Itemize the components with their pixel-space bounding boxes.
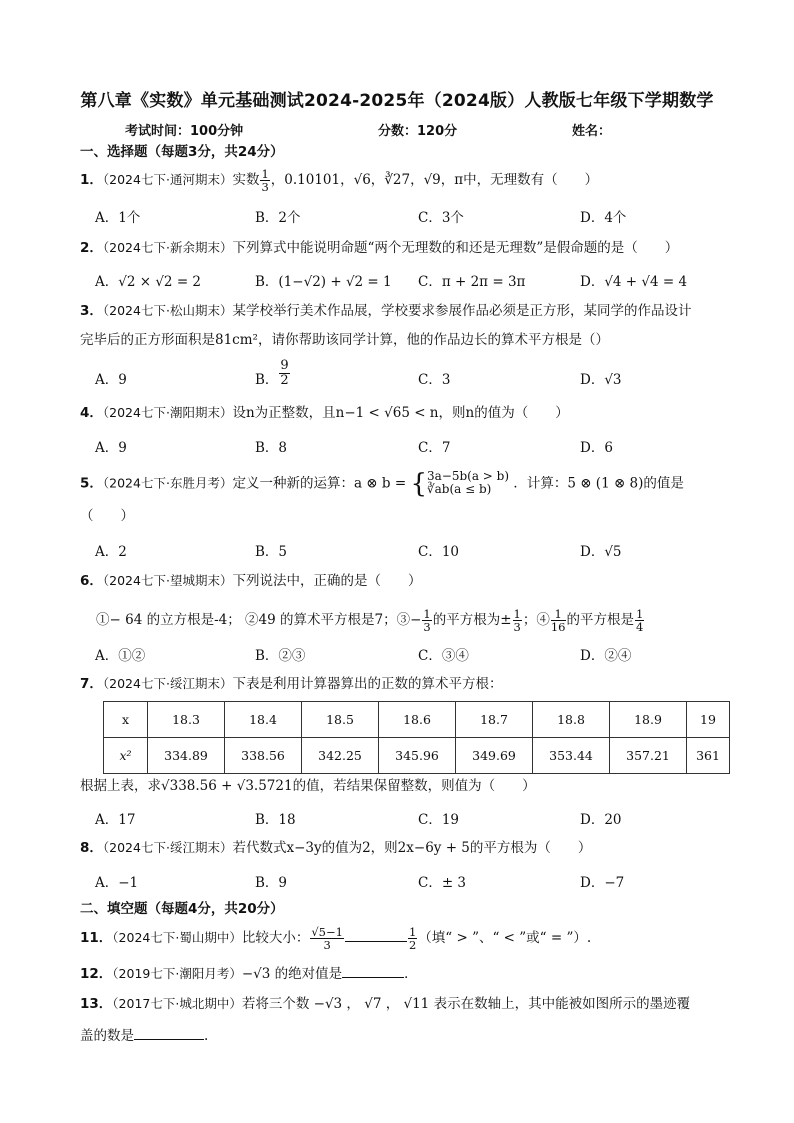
option-d[interactable]: D．②④ [580,648,632,664]
question-5: 5．（2024七下·东胜月考）定义一种新的运算：a ⊗ b = { 3a−5b(a > b) ∛ab(a ≤ b) ．计算：5 ⊗ (1 ⊗ 8)的值是 [80,469,684,499]
fraction: $\frac{9}{2}$ [280,358,289,388]
fraction: $\frac{1}{16}$ [550,607,566,634]
option-b[interactable]: B．9 [255,875,288,891]
question-6-statements: ①− 64 的立方根是-4； ②49 的算术平方根是7；③− $\frac{1}{3}$ 的平方根为± $\frac{1}{3}$ ；④ $\frac{1}{16}$ 的平方根是 $\frac{1}{4}$ [96,607,644,634]
question-8: 8．（2024七下·绥江期末）若代数式x−3y的值为2，则2x−6y + 5的平方根为（ ） [80,840,592,856]
question-4: 4．（2024七下·潮阳期末）设n为正整数，且n−1 < √65 < n，则n的值为（ ） [80,405,569,421]
option-c[interactable]: C．10 [418,544,460,560]
fraction: $\frac{1}{3}$ [261,167,269,194]
table-cell: 18.5 [302,702,379,738]
question-7: 7．（2024七下·绥江期末）下表是利用计算器算出的正数的算术平方根： [80,676,503,692]
option-c[interactable]: C．3 [418,372,451,388]
option-a[interactable]: A．1个 [95,210,141,226]
question-13-line-2: 盖的数是 . [80,1028,209,1044]
question-7-line-2: 根据上表，求√338.56 + √3.5721的值，若结果保留整数，则值为（ ） [80,778,536,794]
option-c[interactable]: C．19 [418,812,460,828]
table-cell: 18.7 [456,702,533,738]
option-b[interactable]: B．18 [255,812,296,828]
option-b[interactable]: B．2个 [255,210,301,226]
question-11: 11．（2024七下·蜀山期中）比较大小： $\frac{√5-1}{3}$ $\frac{1}{2}$ （填“ > ”、“ < ”或“ = ”）. [80,925,592,952]
table-cell: 18.4 [225,702,302,738]
exam-time: 考试时间：100分钟 [125,124,244,139]
option-a[interactable]: A．①② [95,648,146,664]
fraction: $\frac{1}{3}$ [423,607,431,634]
table-cell: 342.25 [302,738,379,774]
fraction: $\frac{1}{2}$ [408,925,417,952]
option-c[interactable]: C．③④ [418,648,469,664]
square-table [103,701,730,774]
table-cell: 349.69 [456,738,533,774]
fraction: $\frac{√5-1}{3}$ [311,925,343,952]
option-a[interactable]: A．9 [95,440,127,456]
table-cell: 18.8 [533,702,610,738]
question-3-line-2: 完毕后的正方形面积是81cm²，请你帮助该同学计算，他的作品边长的算术平方根是（） [80,332,609,348]
student-name-label: 姓名： [572,124,612,139]
table-row [104,702,730,738]
question-6: 6．（2024七下·望城期末）下列说法中，正确的是（ ） [80,573,422,589]
question-1: 1．（2024七下·通河期末）实数 $\frac{1}{3}$ ，0.10101，√6，∛27，√9，π中，无理数有（ ） [80,167,599,194]
fraction: $\frac{1}{3}$ [513,607,521,634]
table-cell: 345.96 [379,738,456,774]
table-row [104,738,730,774]
exam-score: 分数：120分 [378,124,458,139]
option-c[interactable]: C．π + 2π = 3π [418,274,526,290]
table-cell: 18.6 [379,702,456,738]
table-cell: 338.56 [225,738,302,774]
option-d[interactable]: D．20 [580,812,622,828]
question-13: 13．（2017七下·城北期中）若将三个数 −√3 ， √7 ， √11 表示在数轴上，其中能被如图所示的墨迹覆 [80,996,691,1012]
question-4-options [95,436,755,456]
table-cell: 18.3 [148,702,225,738]
fraction: $\frac{1}{4}$ [636,607,644,634]
question-8-options [95,871,755,891]
option-b[interactable]: B．5 [255,544,288,560]
question-5-line-2: （ ） [80,508,134,524]
option-d[interactable]: D．−7 [580,875,625,891]
option-a[interactable]: A．−1 [95,875,139,891]
question-6-options [95,644,755,664]
table-cell: x² [104,738,148,774]
option-a[interactable]: A．17 [95,812,136,828]
table-cell: 361 [687,738,730,774]
question-1-options [95,206,755,226]
answer-blank[interactable] [345,941,407,942]
question-5-options [95,540,755,560]
piecewise-cases: 3a−5b(a > b) ∛ab(a ≤ b) [426,469,510,496]
answer-blank[interactable] [342,977,404,978]
section-fill-heading: 二、填空题（每题4分，共20分） [80,901,284,917]
option-b[interactable]: B． $\frac{9}{2}$ [255,358,289,388]
option-c[interactable]: C．± 3 [418,875,467,891]
option-c[interactable]: C．3个 [418,210,464,226]
option-a[interactable]: A．2 [95,544,127,560]
question-2: 2．（2024七下·新余期末）下列算式中能说明命题“两个无理数的和还是无理数”是假命题的是（ ） [80,240,679,256]
table-cell: 334.89 [148,738,225,774]
option-d[interactable]: D．6 [580,440,613,456]
question-2-options [95,270,755,290]
option-d[interactable]: D．√5 [580,544,622,560]
option-d[interactable]: D．√4 + √4 = 4 [580,274,688,290]
piecewise-brace: { [410,469,427,499]
section-choice-heading: 一、选择题（每题3分，共24分） [80,144,284,160]
table-cell: x [104,702,148,738]
table-cell: 19 [687,702,730,738]
option-a[interactable]: A．√2 × √2 = 2 [95,274,202,290]
question-12: 12．（2019七下·潮阳月考）−√3 的绝对值是 ． [80,966,418,982]
page-title: 第八章《实数》单元基础测试2024-2025年（2024版）人教版七年级下学期数学 [80,91,714,111]
option-b[interactable]: B．(1−√2) + √2 = 1 [255,274,392,290]
option-b[interactable]: B．②③ [255,648,306,664]
table-cell: 357.21 [610,738,687,774]
option-b[interactable]: B．8 [255,440,288,456]
question-3: 3．（2024七下·松山期末）某学校举行美术作品展，学校要求参展作品必须是正方形，某同学的作品设计 [80,303,692,319]
table-cell: 18.9 [610,702,687,738]
option-a[interactable]: A．9 [95,372,127,388]
option-c[interactable]: C．7 [418,440,451,456]
answer-blank[interactable] [134,1039,204,1040]
question-3-options [95,358,755,388]
option-d[interactable]: D．4个 [580,210,627,226]
table-cell: 353.44 [533,738,610,774]
option-d[interactable]: D．√3 [580,372,622,388]
question-7-options [95,808,755,828]
